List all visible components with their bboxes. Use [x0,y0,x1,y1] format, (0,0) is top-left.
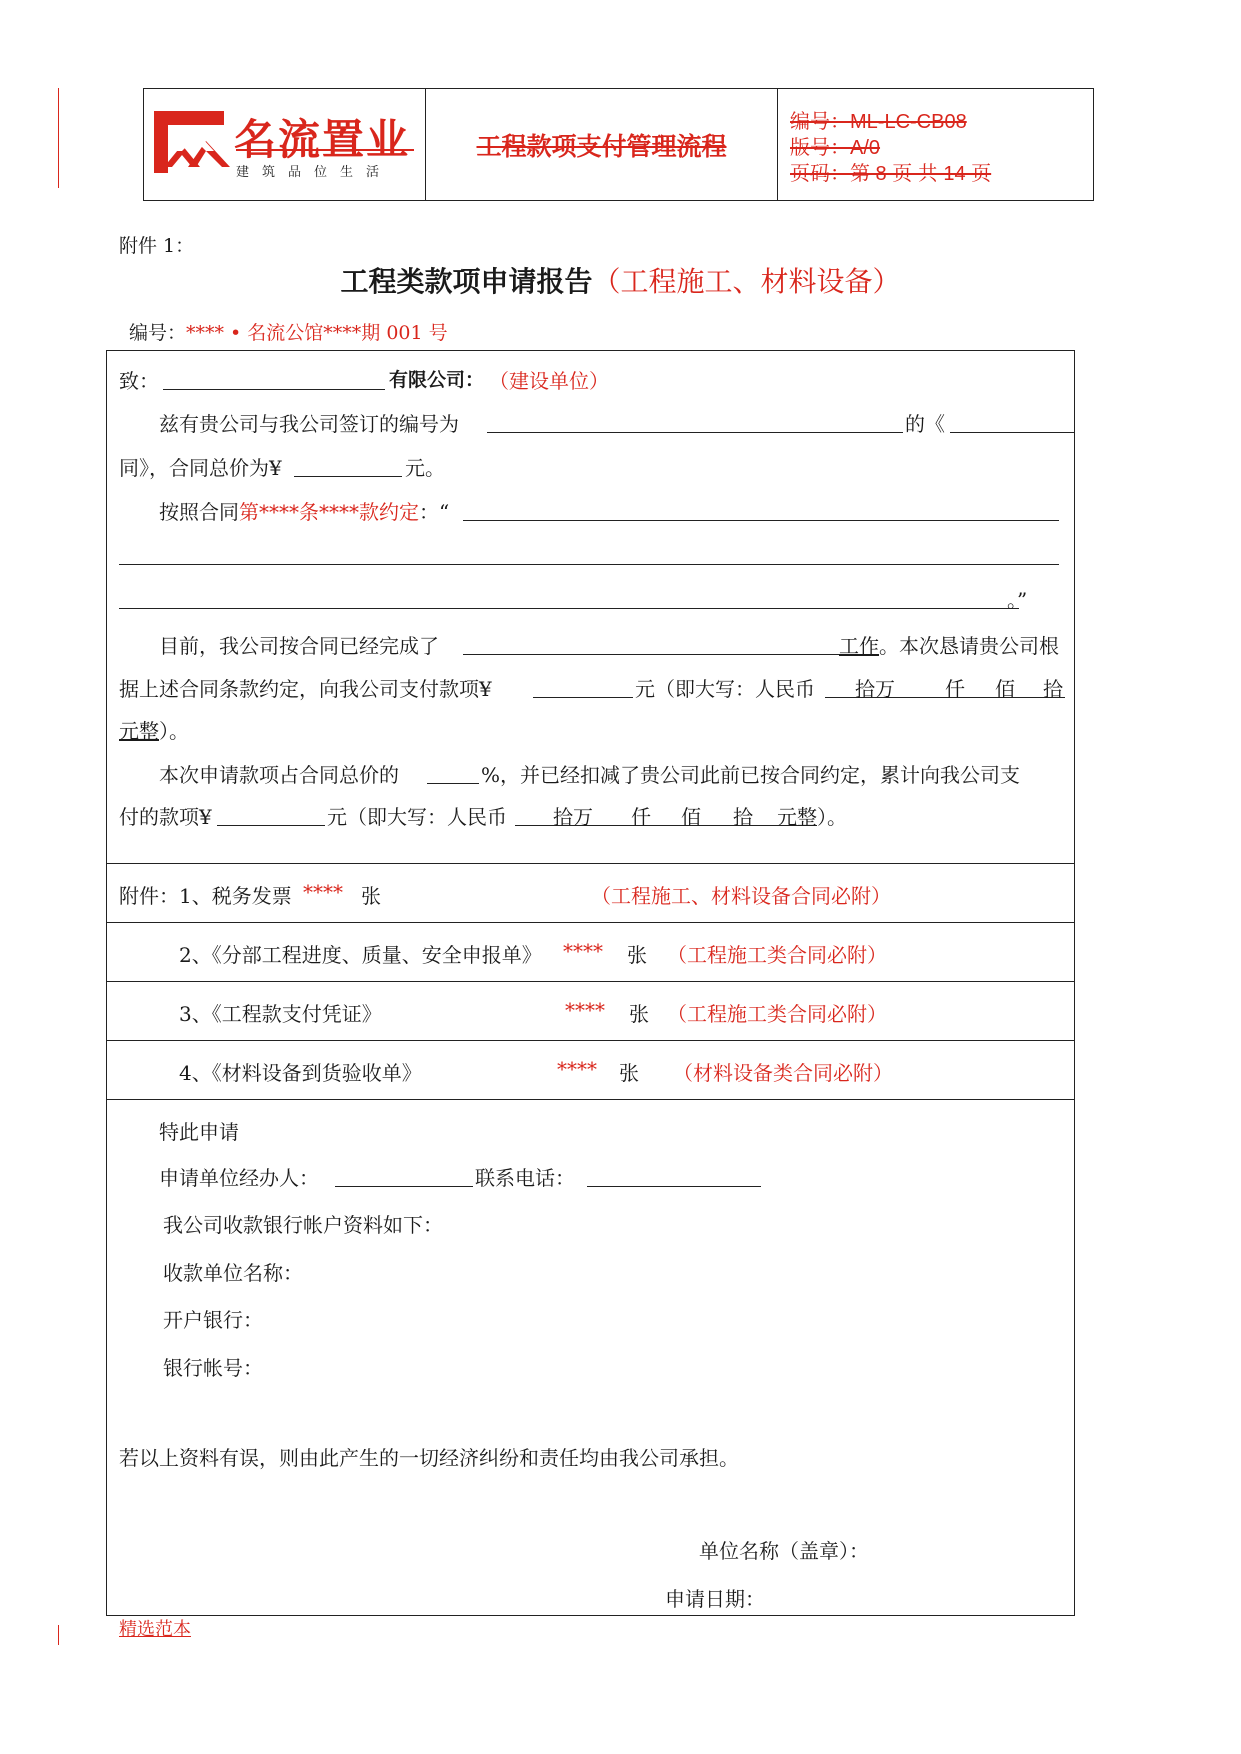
doc-no-label: 编号： [129,322,187,344]
cumulative-amount-blank[interactable] [217,825,325,826]
p2-text-a [159,496,449,525]
attachment-3-label: 3、《工程款支付凭证》 [179,1002,382,1026]
divider [107,863,1074,864]
application-form [106,350,1075,1616]
divider [107,981,1074,982]
attachment-label: 附件 1： [119,235,195,257]
logo-strike-rule [236,149,414,151]
revision-bar-top [58,88,59,188]
process-title: 工程款项支付管理流程 [476,132,727,161]
p1-text-b: 的《 [905,412,945,436]
revision-bar-bottom [58,1625,59,1645]
p2-clause: 第****条****款约定 [239,500,419,524]
p3-text-c: 据上述合同条款约定，向我公司支付款项¥ [119,677,492,701]
divider [107,922,1074,923]
p4-qian: 仟 [631,805,651,829]
account-label: 银行帐号： [163,1356,263,1380]
attachment-2-count: **** [563,939,603,963]
p3-yuan-zheng: 元整 [119,719,159,743]
doc-title-main: 工程类款项申请报告 [340,265,593,298]
clause-blank-line-3[interactable] [119,608,1019,609]
attachment-3-unit: 张 [629,1002,649,1026]
attachment-4-note: （材料设备类合同必附） [673,1061,893,1085]
disclaimer: 若以上资料有误，则由此产生的一切经济纠纷和责任均由我公司承担。 [119,1446,739,1470]
contract-number-blank[interactable] [487,432,903,433]
percent-blank[interactable] [427,783,479,784]
p3-qian: 仟 [945,677,965,701]
p4-yuan-zheng: 元整 [777,805,817,829]
document-number [129,318,448,345]
p4-close: ）。 [817,805,847,829]
p2-quote-close: 。” [1007,588,1028,612]
p3-bai: 佰 [995,677,1015,701]
doc-no-value: **** • 名流公馆****期 001 号 [186,322,448,344]
meta-cell [778,89,1093,200]
p2-prefix: 按照合同 [159,500,239,524]
footer-link[interactable]: 精选范本 [119,1619,191,1640]
p4-text-b: %，并已经扣减了贵公司此前已按合同约定，累计向我公司支 [481,763,1021,787]
attachment-4-count: **** [557,1057,597,1081]
logo-slogan: 建筑品位生活 [236,165,393,180]
p3-shi: 拾 [1043,677,1063,701]
p3-shi-wan: 拾万 [855,677,895,701]
doc-title-sub: （工程施工、材料设备） [592,265,901,298]
clause-blank-line-2[interactable] [119,564,1059,565]
doc-version: 版号：A/0 [790,137,881,159]
p4-text-c: 付的款项¥ [119,805,212,829]
special-request: 特此申请 [159,1120,239,1144]
contact-person-blank[interactable] [335,1186,473,1187]
recipient-blank[interactable] [163,389,385,390]
attachment-2-unit: 张 [627,943,647,967]
attachment-2-label: 2、《分部工程进度、质量、安全申报单》 [179,943,542,967]
clause-blank-line-1[interactable] [463,520,1059,521]
p4-text-a: 本次申请款项占合同总价的 [159,763,399,787]
logo-cell [144,89,426,200]
p4-shi: 拾 [733,805,753,829]
divider [107,1099,1074,1100]
attachment-4-label: 4、《材料设备到货验收单》 [179,1061,422,1085]
document-header [143,88,1094,201]
attachment-1-unit: 张 [361,884,381,908]
p4-shi-wan: 拾万 [553,805,593,829]
contact-person-label: 申请单位经办人： [159,1166,319,1190]
doc-code: 编号：ML-LC-CB08 [790,111,967,133]
p3-text-b [839,630,1059,659]
phone-label: 联系电话： [475,1166,575,1190]
bank-intro: 我公司收款银行帐户资料如下： [163,1213,443,1237]
payee-label: 收款单位名称： [163,1261,303,1285]
p3-work: 工作 [839,634,879,658]
doc-page: 页码：第 8 页 共 14 页 [790,163,992,185]
payment-amount-blank[interactable] [533,697,633,698]
to-label: 致： [119,369,159,393]
document-title [0,260,1241,300]
p3-close: ）。 [159,719,189,743]
apply-date: 申请日期： [665,1587,765,1611]
to-company: 有限公司： [389,369,485,391]
logo-name: 名流置业 [234,115,411,164]
divider [107,1040,1074,1041]
attachment-2-note: （工程施工类合同必附） [667,943,887,967]
attachment-1-label: 附件：1、税务发票 [119,884,292,908]
p2-quote-open: ：“ [419,500,450,524]
company-logo-icon [154,111,232,173]
contract-total-blank[interactable] [294,476,402,477]
p4-text-d: 元（即大写：人民币 [327,805,507,829]
p3-text-a: 目前，我公司按合同已经完成了 [159,634,439,658]
p1-text-d: 元。 [405,456,445,480]
contract-name-blank[interactable] [950,432,1074,433]
attachment-3-count: **** [565,998,605,1022]
p1-text-c: 同》，合同总价为¥ [119,456,282,480]
attachment-1-count: **** [303,880,343,904]
title-cell [426,89,778,200]
to-note: （建设单位） [489,369,609,393]
p1-text-a: 兹有贵公司与我公司签订的编号为 [159,412,459,436]
unit-name-seal: 单位名称（盖章）： [699,1539,869,1563]
attachment-3-note: （工程施工类合同必附） [667,1002,887,1026]
p3-request: 。本次恳请贵公司根 [879,634,1059,658]
phone-blank[interactable] [587,1186,761,1187]
bank-label: 开户银行： [163,1308,263,1332]
p3-text-d: 元（即大写：人民币 [635,677,815,701]
completed-work-blank[interactable] [463,654,851,655]
attachment-1-note: （工程施工、材料设备合同必附） [591,884,891,908]
attachment-4-unit: 张 [619,1061,639,1085]
p4-bai: 佰 [681,805,701,829]
